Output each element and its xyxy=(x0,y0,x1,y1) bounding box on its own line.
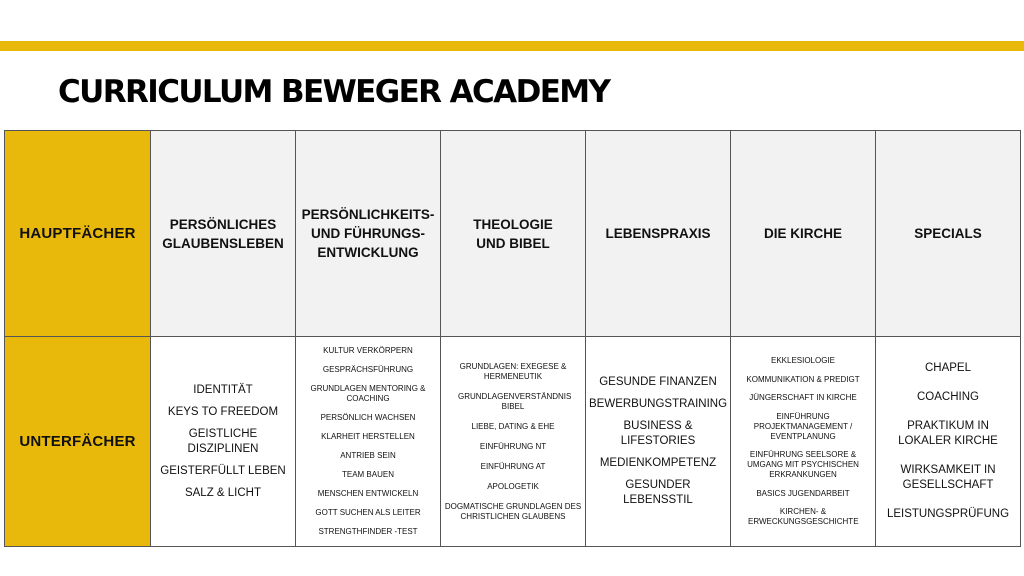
sub-subject-cell xyxy=(151,337,296,547)
sub-subject-cell xyxy=(441,337,586,547)
list-item: DOGMATISCHE GRUNDLAGEN DES CHRISTLICHEN GLAUBENS xyxy=(444,501,582,521)
row-label-cell xyxy=(5,337,151,547)
row-label-main: HAUPTFÄCHER xyxy=(19,224,136,242)
list-item: LIEBE, DATING & EHE xyxy=(471,421,555,431)
list-item: GESUNDE FINANZEN xyxy=(599,376,717,388)
list-item: TEAM BAUEN xyxy=(341,470,394,479)
list-item: JÜNGERSCHAFT IN KIRCHE xyxy=(749,393,857,402)
list-item: PRAKTIKUM IN LOKALER KIRCHE xyxy=(898,420,998,447)
sub-subject-cell xyxy=(586,337,731,547)
row-label-cell xyxy=(5,131,151,337)
list-item: GESPRÄCHSFÜHRUNG xyxy=(322,365,414,374)
main-subject-lebenspraxis: LEBENSPRAXIS xyxy=(605,226,711,241)
list-item: GRUNDLAGEN: EXEGESE & HERMENEUTIK xyxy=(459,361,567,381)
list-item: LEISTUNGSPRÜFUNG xyxy=(886,508,1010,520)
sub-subjects-row xyxy=(5,337,1021,547)
main-subject-cell xyxy=(876,131,1021,337)
sub-subject-list xyxy=(734,356,872,527)
list-item: GRUNDLAGEN MENTORING & COACHING xyxy=(310,384,426,403)
list-item: KULTUR VERKÖRPERN xyxy=(323,346,413,355)
list-item: EINFÜHRUNG PROJEKTMANAGEMENT / EVENTPLANUNG xyxy=(753,411,853,441)
sub-subject-list xyxy=(154,383,292,501)
sub-subject-list xyxy=(299,346,437,537)
list-item: EINFÜHRUNG AT xyxy=(480,461,546,471)
main-subject-cell xyxy=(151,131,296,337)
list-item: GEISTERFÜLLT LEBEN xyxy=(160,464,286,477)
list-item: GRUNDLAGENVERSTÄNDNIS BIBEL xyxy=(458,391,572,411)
list-item: KIRCHEN- & ERWECKUNGSGESCHICHTE xyxy=(748,507,859,526)
main-subject-specials: SPECIALS xyxy=(914,226,982,241)
sub-subject-cell xyxy=(876,337,1021,547)
list-item: MENSCHEN ENTWICKELN xyxy=(317,489,419,498)
list-item: EINFÜHRUNG NT xyxy=(479,441,547,451)
list-item: GOTT SUCHEN ALS LEITER xyxy=(315,508,421,517)
page-title: CURRICULUM BEWEGER ACADEMY xyxy=(58,74,610,110)
curriculum-table xyxy=(4,130,1021,547)
top-accent-bar xyxy=(0,41,1024,51)
row-label-sub: UNTERFÄCHER xyxy=(19,432,136,450)
list-item: CHAPEL xyxy=(924,362,972,374)
main-subject-cell xyxy=(441,131,586,337)
main-subject-cell xyxy=(586,131,731,337)
list-item: BASICS JUGENDARBEIT xyxy=(756,488,850,498)
list-item: EINFÜHRUNG SEELSORE & UMGANG MIT PSYCHISCHEN ERKRANKUNGEN xyxy=(747,450,859,479)
list-item: EKKLESIOLOGIE xyxy=(770,356,836,365)
list-item: MEDIENKOMPETENZ xyxy=(599,457,717,469)
main-subject-glaubensleben: PERSÖNLICHES GLAUBENSLEBEN xyxy=(162,216,284,251)
list-item: STRENGTHFINDER -TEST xyxy=(318,527,418,536)
main-subject-fuehrung: PERSÖNLICHKEITS- UND FÜHRUNGS- ENTWICKLUNG xyxy=(301,207,435,260)
list-item: WIRKSAMKEIT IN GESELLSCHAFT xyxy=(900,464,996,491)
main-subjects-row xyxy=(5,131,1021,337)
list-item: GESUNDER LEBENSSTIL xyxy=(623,479,693,506)
list-item: PERSÖNLICH WACHSEN xyxy=(320,413,416,422)
main-subject-cell xyxy=(296,131,441,337)
list-item: BUSINESS & LIFESTORIES xyxy=(620,420,696,447)
list-item: KLARHEIT HERSTELLEN xyxy=(321,432,415,441)
main-subject-cell xyxy=(731,131,876,337)
sub-subject-cell xyxy=(731,337,876,547)
list-item: KOMMUNIKATION & PREDIGT xyxy=(746,374,860,384)
list-item: IDENTITÄT xyxy=(193,383,253,396)
list-item: APOLOGETIK xyxy=(487,481,539,491)
sub-subject-cell xyxy=(296,337,441,547)
list-item: ANTRIEB SEIN xyxy=(340,451,396,460)
list-item: KEYS TO FREEDOM xyxy=(167,405,279,418)
sub-subject-list xyxy=(879,361,1017,522)
main-subject-theologie: THEOLOGIE UND BIBEL xyxy=(473,216,553,251)
sub-subject-list xyxy=(444,362,582,522)
sub-subject-list xyxy=(589,375,727,508)
list-item: GEISTLICHE DISZIPLINEN xyxy=(187,427,259,455)
main-subject-kirche: DIE KIRCHE xyxy=(763,226,842,241)
list-item: BEWERBUNGSTRAINING xyxy=(589,398,728,410)
list-item: SALZ & LICHT xyxy=(184,486,262,499)
list-item: COACHING xyxy=(917,391,979,403)
